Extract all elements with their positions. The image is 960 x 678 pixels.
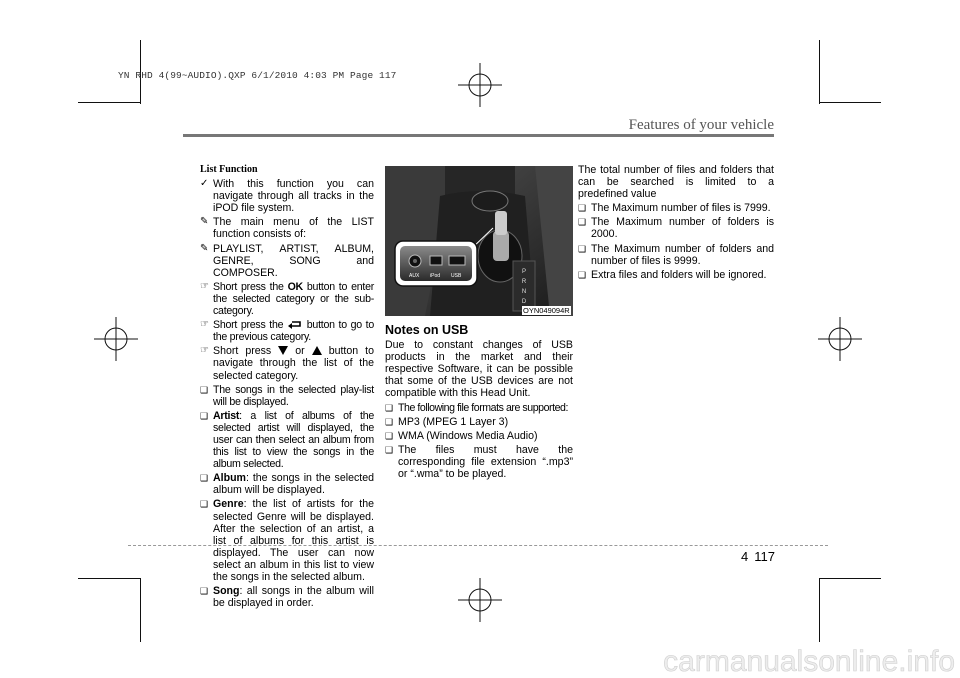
- checkbox-bullet-icon: ❑: [578, 203, 587, 214]
- header-rule: [183, 134, 774, 137]
- pointing-hand-icon: ☞: [200, 280, 209, 292]
- down-triangle-icon: [278, 346, 288, 355]
- column-file-limits: [578, 164, 774, 283]
- list-item: ❑ The following file formats are supported:: [385, 401, 568, 414]
- checkbox-bullet-icon: ❑: [385, 444, 394, 455]
- back-arrow-icon: [287, 320, 303, 329]
- checkbox-bullet-icon: ❑: [578, 217, 587, 228]
- section-number: 4: [741, 549, 749, 564]
- checkbox-bullet-icon: ❑: [385, 416, 394, 427]
- list-item: ❑ Artist: a list of albums of the selected artist will displayed, the user can then select an album from this list to view the songs in the album selected.: [200, 409, 374, 471]
- pencil-icon: ✎: [200, 242, 209, 254]
- print-slug: YN RHD 4(99~AUDIO).QXP 6/1/2010 4:03 PM Page 117: [118, 70, 397, 81]
- list-item: ❑ Extra files and folders will be ignored.: [578, 268, 767, 281]
- checkbox-bullet-icon: ❑: [578, 243, 587, 254]
- checkbox-bullet-icon: ❑: [385, 430, 394, 441]
- registration-mark-top: [458, 63, 502, 107]
- checkbox-bullet-icon: ❑: [200, 410, 208, 421]
- registration-mark-left: [94, 317, 138, 361]
- crop-mark-top-right-v: [819, 40, 820, 104]
- figure-caption: OYN049094R: [523, 306, 570, 315]
- checkmark-icon: ✓: [200, 178, 209, 190]
- svg-text:N: N: [521, 289, 527, 295]
- usb-port-label: USB: [451, 273, 462, 279]
- checkbox-bullet-icon: ❑: [200, 586, 209, 597]
- ipod-port-label: iPod: [430, 273, 441, 279]
- crop-mark-top-right-h: [819, 102, 881, 103]
- list-item: ❑ The Maximum number of folders is 2000.: [578, 216, 774, 241]
- notes-on-usb-title: Notes on USB: [385, 323, 469, 337]
- svg-text:R: R: [521, 279, 527, 285]
- registration-mark-right: [818, 317, 862, 361]
- checkbox-bullet-icon: ❑: [200, 473, 209, 484]
- list-item: ☞ Short press the OK button to enter the selected category or the sub-category.: [200, 280, 374, 318]
- column-notes-on-usb: [385, 324, 573, 482]
- crop-mark-top-left-h: [78, 102, 140, 103]
- checkbox-bullet-icon: ❑: [385, 402, 393, 413]
- usb-port-photo: [385, 166, 573, 316]
- watermark: [560, 641, 960, 678]
- list-function-title: List Function: [200, 164, 258, 175]
- checkbox-bullet-icon: ❑: [200, 499, 209, 510]
- list-item: ☞ Short press the button to go to the previous category.: [200, 319, 374, 344]
- aux-port-label: AUX: [409, 273, 420, 279]
- pointing-hand-icon: ☞: [200, 319, 209, 331]
- list-item: ❑ WMA (Windows Media Audio): [385, 429, 538, 442]
- crop-mark-bottom-right-v: [819, 578, 820, 642]
- page-header-title: Features of your vehicle: [628, 117, 774, 133]
- list-item: ❑ Genre: the list of artists for the selected Genre will be displayed. After the selection of an artist, a list of albums for this artist is displayed. The user can now select an album in this list to view the songs in the selected album.: [200, 498, 374, 583]
- list-item: ❑ The songs in the selected play-list will be displayed.: [200, 383, 374, 408]
- ok-button-label: OK: [287, 280, 303, 293]
- crop-mark-bottom-right-h: [819, 578, 881, 579]
- list-item: ❑ The files must have the corresponding file extension “.mp3” or “.wma” to be played.: [385, 443, 573, 481]
- list-item: ✎ PLAYLIST, ARTIST, ALBUM, GENRE, SONG and COMPOSER.: [200, 242, 374, 279]
- page-number-value: 117: [754, 549, 775, 564]
- registration-mark-bottom: [458, 578, 502, 622]
- crop-mark-bottom-left-v: [140, 578, 141, 642]
- page-number: [741, 549, 775, 564]
- list-item: ❑ The Maximum number of folders and number of files is 9999.: [578, 242, 774, 267]
- up-triangle-icon: [312, 346, 322, 355]
- list-item: ❑ Song: all songs in the album will be displayed in order.: [200, 585, 374, 610]
- list-item: ☞ Short press or button to navigate through the list of the selected category.: [200, 345, 374, 382]
- list-item: ❑ The Maximum number of files is 7999.: [578, 202, 771, 215]
- usb-paragraph: Due to constant changes of USB products in the market and their respective Software, it can be possible that some of the USB devices are not compatible with this Head Unit.: [385, 339, 573, 400]
- pencil-icon: ✎: [200, 216, 209, 228]
- crop-mark-bottom-left-h: [78, 578, 140, 579]
- limits-paragraph: The total number of files and folders that can be searched is limited to a predefined value: [578, 164, 774, 201]
- list-item: ❑ MP3 (MPEG 1 Layer 3): [385, 415, 509, 428]
- svg-text:D: D: [521, 299, 527, 305]
- checkbox-bullet-icon: ❑: [578, 269, 587, 280]
- footer-dashed-rule: [128, 545, 828, 546]
- list-item: ✓ With this function you can navigate through all tracks in the iPOD file system.: [200, 178, 374, 215]
- svg-text:carmanualsonline.info: carmanualsonline.info: [663, 645, 955, 678]
- checkbox-bullet-icon: ❑: [200, 384, 208, 395]
- list-item: ✎ The main menu of the LIST function consists of:: [200, 216, 374, 241]
- list-item: ❑ Album: the songs in the selected album will be displayed.: [200, 472, 374, 497]
- pointing-hand-icon: ☞: [200, 345, 209, 357]
- svg-text:P: P: [521, 269, 527, 275]
